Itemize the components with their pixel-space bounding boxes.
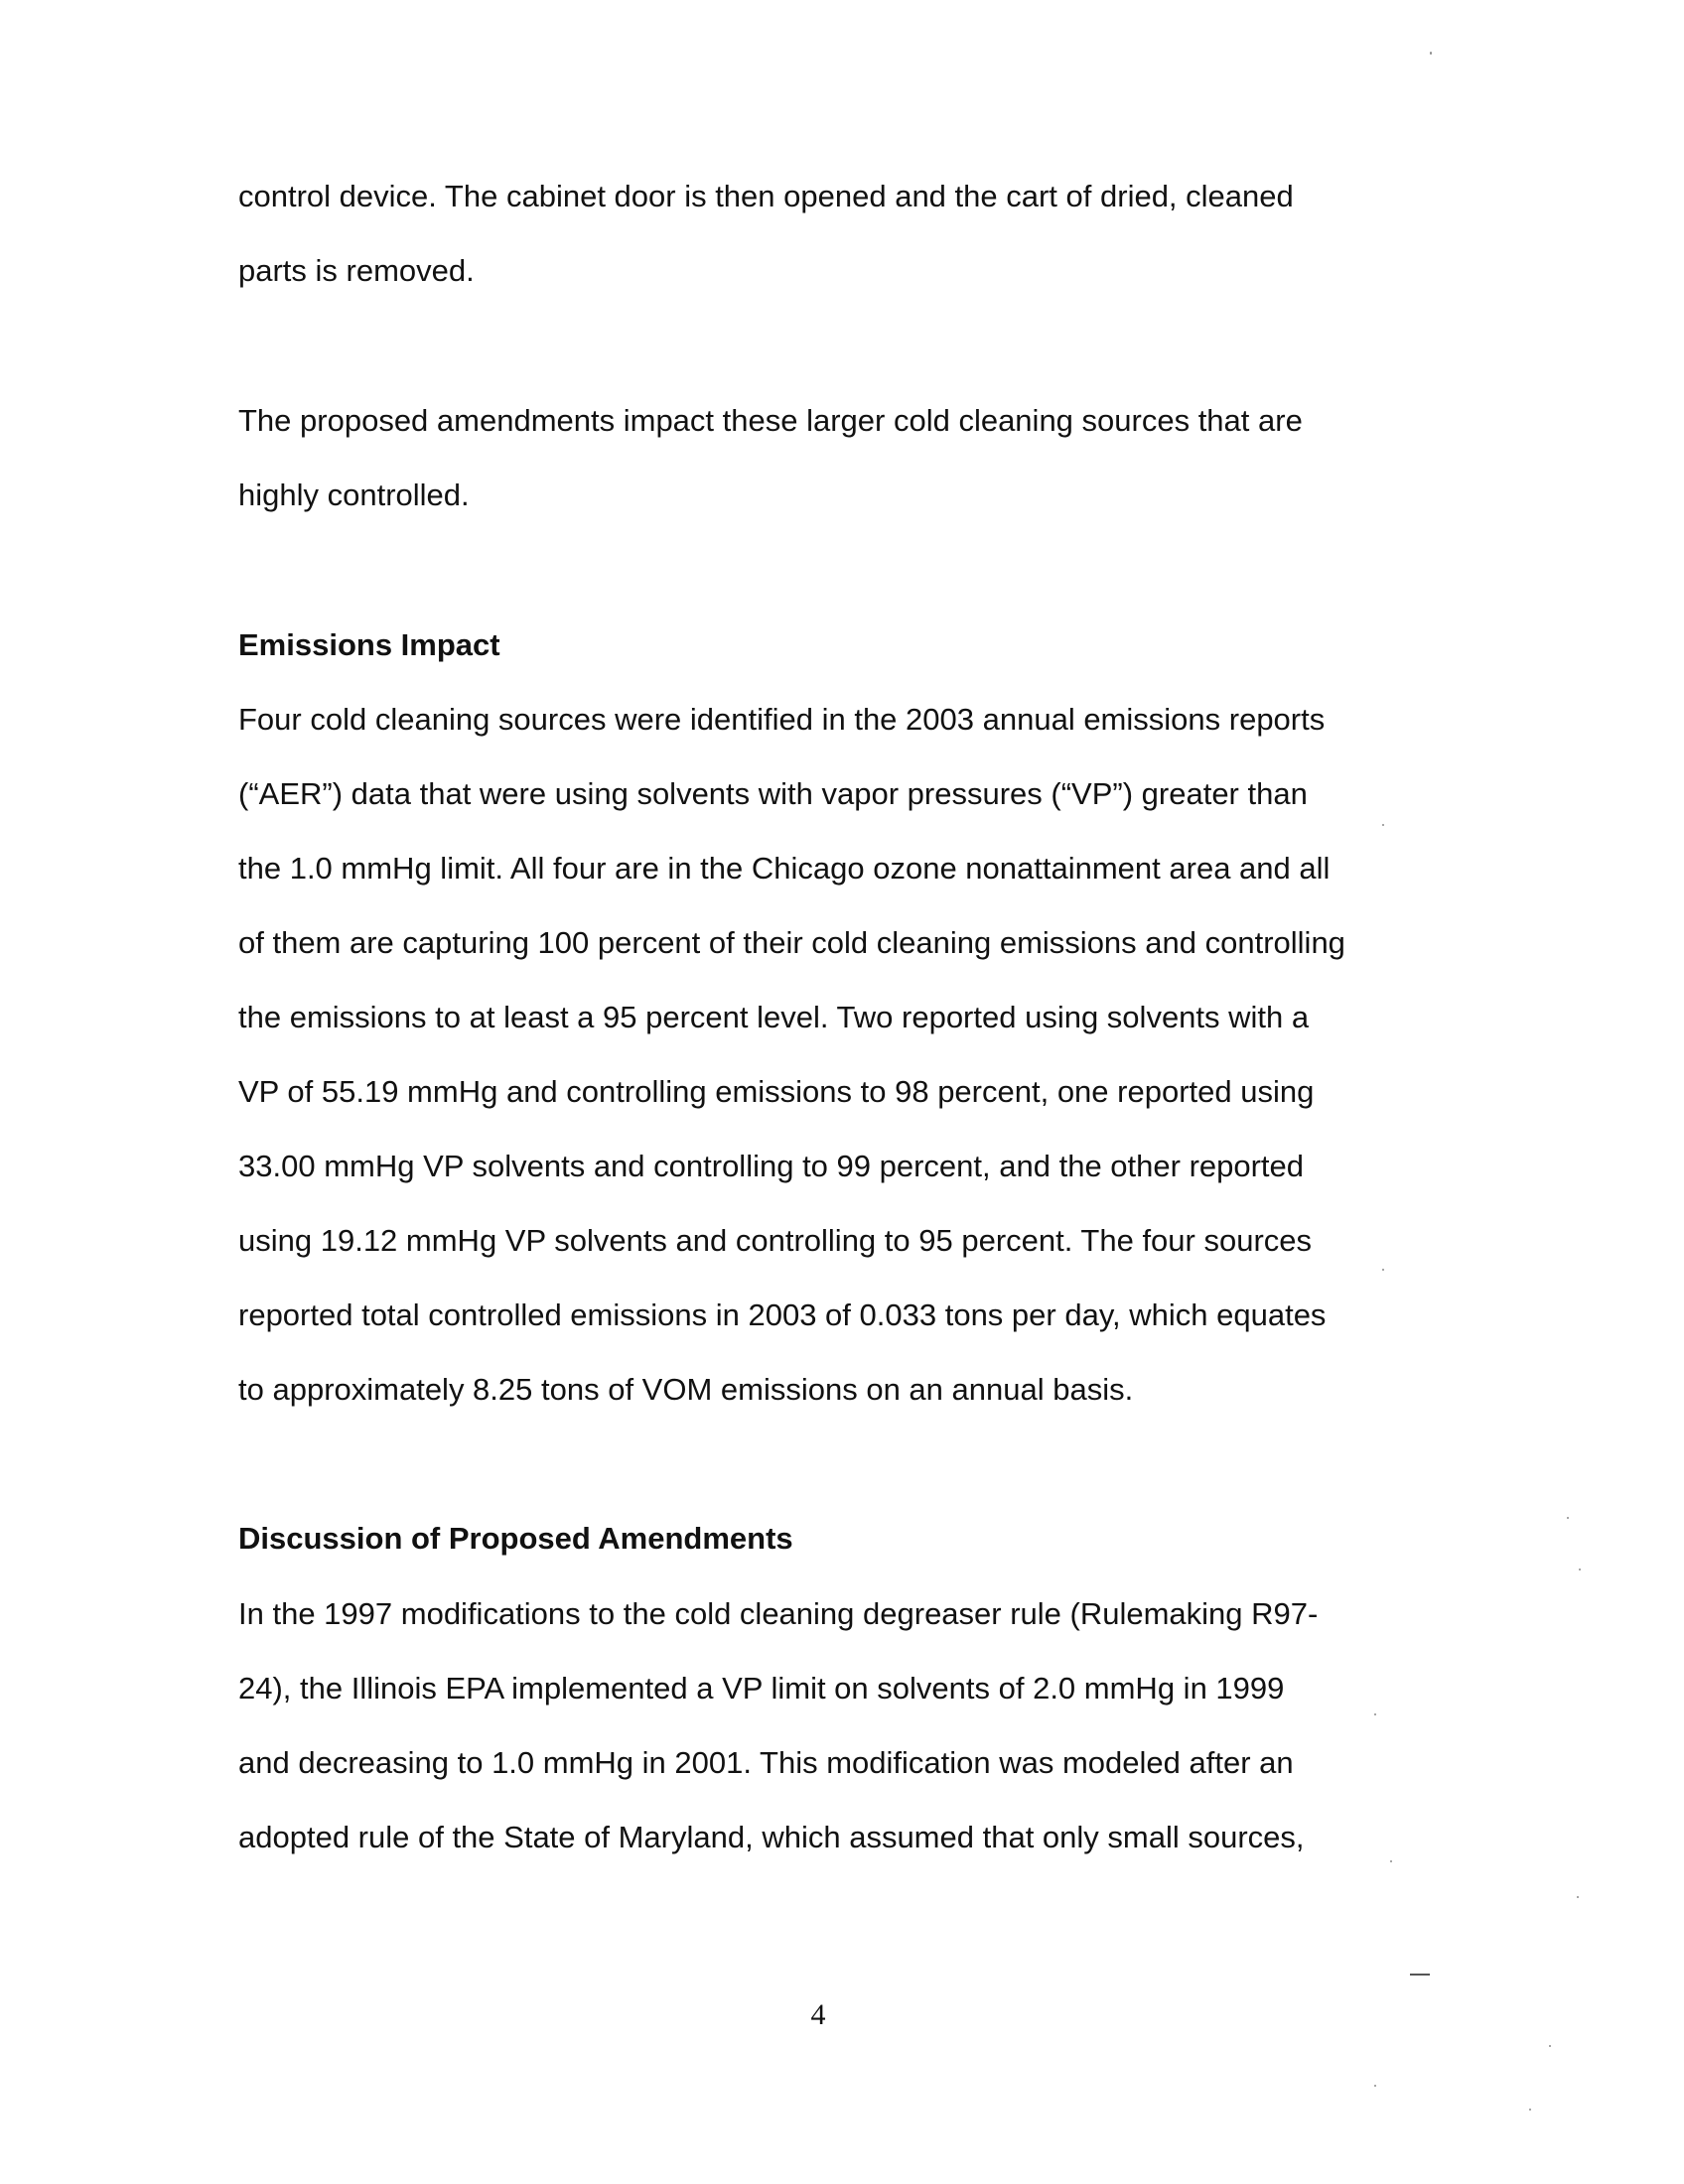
scan-speck — [1567, 1517, 1569, 1519]
paragraph-line: 24), the Illinois EPA implemented a VP limit on solvents of 2.0 mmHg in 1999 — [238, 1671, 1285, 1706]
paragraph-line: and decreasing to 1.0 mmHg in 2001. This modification was modeled after an — [238, 1745, 1294, 1780]
intro-paragraph — [238, 159, 1430, 308]
scan-speck — [1577, 1896, 1579, 1898]
scan-speck — [1374, 1713, 1376, 1715]
paragraph-line: reported total controlled emissions in 2003 of 0.033 tons per day, which equates — [238, 1297, 1327, 1332]
paragraph-line: highly controlled. — [238, 478, 470, 512]
scan-speck — [1374, 2085, 1376, 2087]
scan-dash-mark — [1410, 1974, 1430, 1976]
scan-speck — [1390, 1860, 1392, 1862]
paragraph-line: VP of 55.19 mmHg and controlling emissions to 98 percent, one reported using — [238, 1074, 1315, 1109]
paragraph-line: 33.00 mmHg VP solvents and controlling to 99 percent, and the other reported — [238, 1149, 1305, 1183]
page-number: 4 — [810, 1998, 826, 2031]
emissions-impact-paragraph — [238, 682, 1430, 1427]
amendments-paragraph — [238, 383, 1430, 532]
scan-speck — [1430, 52, 1432, 55]
scan-speck — [1579, 1569, 1581, 1570]
paragraph-line: parts is removed. — [238, 253, 475, 288]
paragraph-line: of them are capturing 100 percent of their cold cleaning emissions and controlling — [238, 925, 1345, 960]
paragraph-line: control device. The cabinet door is then opened and the cart of dried, cleaned — [238, 179, 1294, 213]
scan-speck — [1549, 2045, 1551, 2047]
paragraph-line: using 19.12 mmHg VP solvents and controlling to 95 percent. The four sources — [238, 1223, 1313, 1258]
paragraph-line: the 1.0 mmHg limit. All four are in the Chicago ozone nonattainment area and all — [238, 851, 1331, 886]
scan-speck — [1529, 2109, 1531, 2111]
scan-speck — [1382, 1269, 1384, 1271]
paragraph-line: In the 1997 modifications to the cold cleaning degreaser rule (Rulemaking R97- — [238, 1596, 1319, 1631]
paragraph-line: The proposed amendments impact these larger cold cleaning sources that are — [238, 403, 1303, 438]
emissions-impact-heading: Emissions Impact — [238, 627, 500, 662]
paragraph-line: adopted rule of the State of Maryland, which assumed that only small sources, — [238, 1820, 1305, 1854]
paragraph-line: Four cold cleaning sources were identified in the 2003 annual emissions reports — [238, 702, 1326, 737]
paragraph-line: the emissions to at least a 95 percent level. Two reported using solvents with a — [238, 1000, 1310, 1034]
discussion-heading: Discussion of Proposed Amendments — [238, 1521, 793, 1556]
discussion-paragraph — [238, 1576, 1430, 1874]
paragraph-line: (“AER”) data that were using solvents with vapor pressures (“VP”) greater than — [238, 776, 1308, 811]
scan-speck — [1382, 824, 1384, 826]
paragraph-line: to approximately 8.25 tons of VOM emissions on an annual basis. — [238, 1372, 1134, 1407]
